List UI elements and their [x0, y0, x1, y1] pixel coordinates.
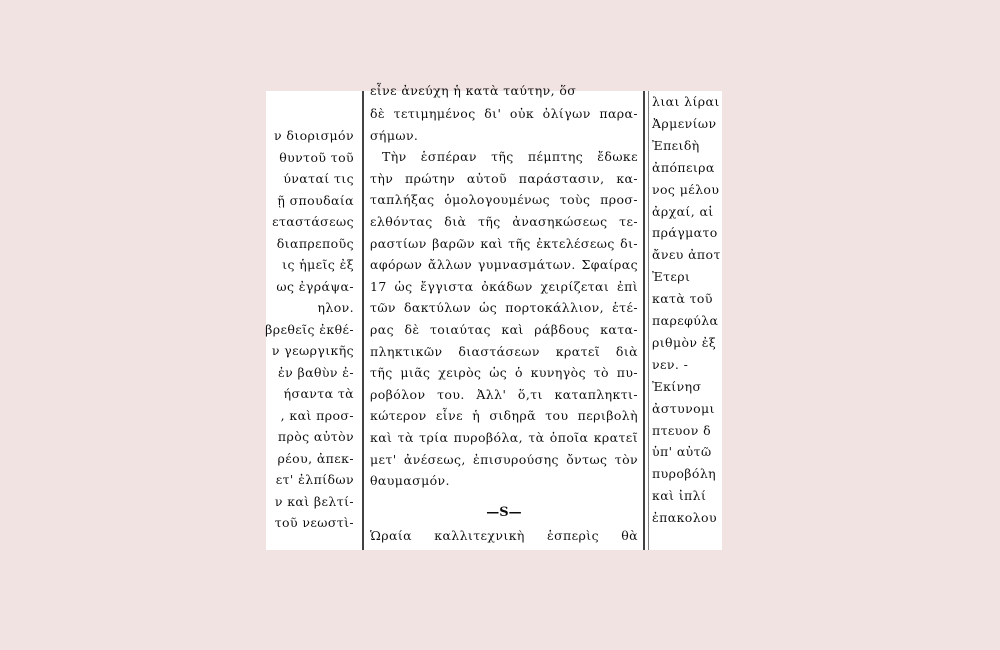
col-right-line: ἀστυνομι [652, 400, 715, 416]
col-right-line: νος μέλου [652, 181, 720, 197]
col-left-line: τοῦ νεωστὶ- [274, 515, 354, 530]
col-right-line: πυροβόλη [652, 466, 717, 482]
next-article-first-line: Ὡραία καλλιτεχνικὴ ἑσπερὶς θὰ [370, 528, 638, 543]
col-left-line: βρεθεῖς ἐκθέ- [265, 321, 354, 337]
col-left-line: ν γεωργικῆς [271, 343, 354, 358]
col-left-line: ν καὶ βελτί- [274, 493, 354, 509]
col-right-line: ἀπόπειρα [652, 159, 715, 175]
col-right-line: Ἐτερι [652, 269, 691, 285]
col-left-line: ως ἐγράψα- [276, 278, 354, 294]
col-mid-line: ραστίων βαρῶν καὶ τῆς ἐκτελέσεως δι- [370, 235, 638, 251]
col-left-line: ηλον. [317, 300, 354, 315]
col-right-line: καὶ ἰπλί [652, 488, 707, 504]
col-mid-line: αφόρων ἄλλων γυμνασμάτων. Σφαίρας [370, 257, 638, 273]
col-mid-line: σήμων. [370, 127, 419, 143]
col-right-line: λιαι λίραι [652, 94, 720, 109]
col-left-line: εταστάσεως [272, 214, 354, 229]
col-mid-line: ελθόντας διὰ τῆς ἀνασηκώσεως τε- [370, 214, 638, 229]
col-left-line: ήσαντα τὰ [283, 386, 354, 401]
col-mid-line: θαυμασμόν. [370, 473, 450, 489]
col-mid-line: πληκτικῶν διαστάσεων κρατεῖ διὰ [370, 343, 638, 359]
column-rule-right-inner [648, 91, 649, 550]
col-left-line: ν διορισμόν [274, 128, 354, 143]
col-right-line: ἀρχαί, αἱ [652, 203, 714, 219]
col-mid-line: καὶ τὰ τρία πυροβόλα, τὰ ὁποῖα κρατεῖ [370, 430, 638, 445]
column-rule-right [643, 91, 645, 550]
col-left-line: ις ἡμεῖς ἐξ [282, 257, 354, 272]
col-mid-line: τῆς μιᾶς χειρὸς ὡς ὁ κυνηγὸς τὸ πυ- [370, 365, 638, 381]
col-right-line: ἄνευ ἀποτ [652, 247, 721, 263]
col-right-line: Ἐκίνησ [652, 378, 702, 394]
col-mid-line: ρας δὲ τοιαύτας καὶ ράβδους κατα- [370, 322, 638, 337]
col-right-line: ὑπ' αὐτῶ [652, 444, 712, 460]
col-right-line: Ἐπειδὴ [652, 137, 700, 153]
col-left-line: , καὶ προσ- [280, 407, 354, 423]
column-rule-left [362, 91, 364, 550]
col-right-line: πράγματο [652, 225, 718, 241]
col-mid-line: τῶν δακτύλων ὡς πορτοκάλλιον, ἑτέ- [370, 300, 638, 316]
col-right-line: ριθμὸν ἐξ [652, 334, 717, 350]
col-left-line: ύναταί τις [283, 171, 354, 186]
col-left-line: ἐν βαθὺν ἐ- [278, 364, 354, 380]
col-right-line: Ἀρμενίων [652, 115, 717, 131]
col-right-line: νεν. - [652, 356, 689, 372]
col-right-line: ἐπακολου [652, 510, 717, 526]
col-right-line: κατὰ τοῦ [652, 291, 713, 307]
col-mid-line: Τὴν ἑσπέραν τῆς πέμπτης ἔδωκε [382, 149, 638, 165]
newspaper-scan [265, 83, 722, 550]
col-right-line: παρεφύλα [652, 313, 719, 328]
col-left-line: θυντοῦ τοῦ [279, 149, 354, 165]
col-left-line: ετ' ἐλπίδων [275, 472, 354, 487]
col-mid-line: δὲ τετιμημένος δι' οὐκ ὀλίγων παρα- [370, 106, 638, 121]
cut-off-top-line [370, 83, 638, 97]
col-left-line: ῇ σπουδαία [277, 192, 354, 208]
col-left-line: διαπρεποῦς [276, 235, 354, 251]
col-mid-line: κώτερον εἶνε ἡ σιδηρᾶ του περιβολὴ [370, 408, 638, 424]
col-mid-line: μετ' ἀνέσεως, ἐπισυρούσης ὄντως τὸν [370, 451, 638, 467]
col-mid-line: ταπλήξας ὁμολογουμένως τοὺς προσ- [370, 192, 638, 208]
col-right-line: πτευον δ [652, 422, 712, 438]
top-fragment-line: εἶνε ἀνεύχη ἡ κατὰ ταύτην, ὅσ [370, 83, 577, 98]
col-mid-line: 17 ὡς ἔγγιστα ὀκάδων χειρίζεται ἐπὶ [370, 278, 638, 294]
col-left-line: ρέου, ἀπεκ- [277, 450, 354, 466]
col-left-line: πρὸς αὐτὸν [277, 429, 354, 444]
article-separator: —S— [486, 505, 522, 520]
col-mid-line: τὴν πρώτην αὐτοῦ παράστασιν, κα- [370, 170, 638, 186]
col-mid-line: ροβόλον του. Ἀλλ' ὅ,τι καταπληκτι- [370, 386, 638, 402]
